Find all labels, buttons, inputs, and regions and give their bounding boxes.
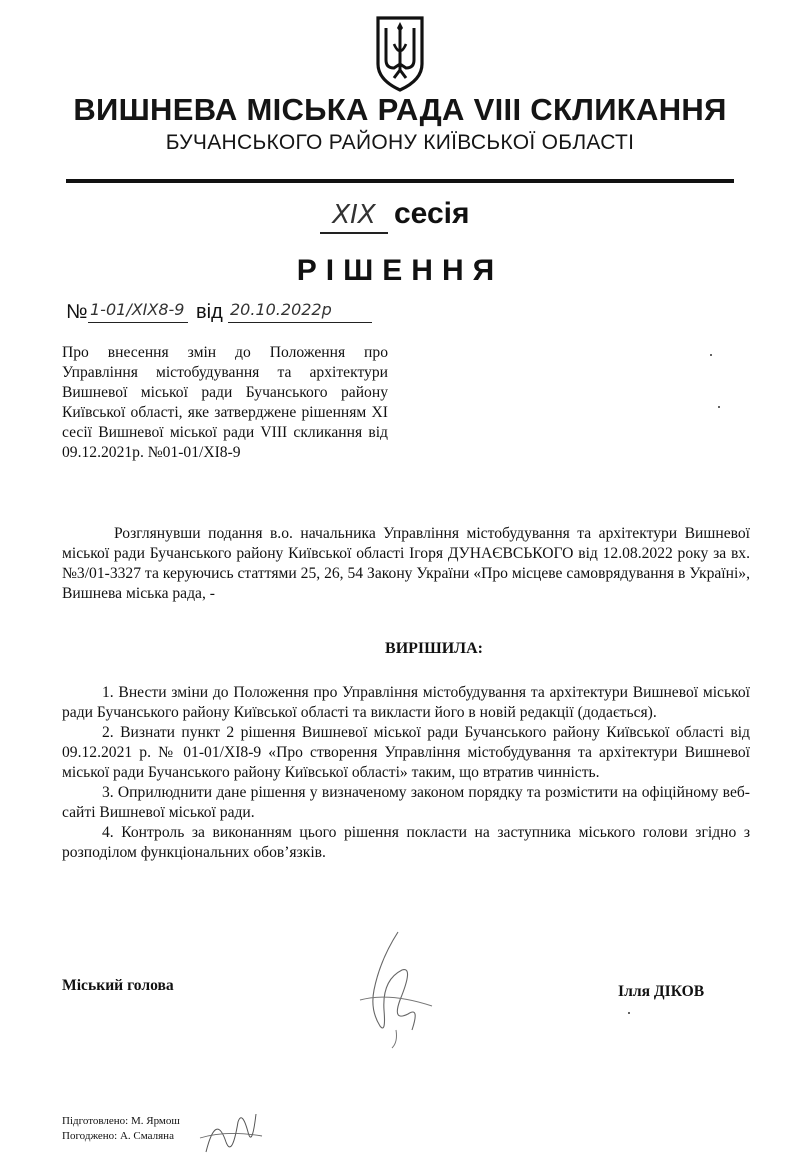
- decision-item: 2. Визнати пункт 2 рішення Вишневої міської ради Бучанського району Київської області від 09.12.2021 р. № 01-01/XI8-9 «Про створення Управління містобудування та архітектури Вишневої міської ради Бучанського району Київської області» таким, що втратив чинність.: [62, 724, 750, 781]
- council-name: ВИШНЕВА МІСЬКА РАДА VIII СКЛИКАННЯ: [73, 92, 727, 127]
- decision-items: [62, 683, 750, 863]
- district-name: БУЧАНСЬКОГО РАЙОНУ КИЇВСЬКОЇ ОБЛАСТІ: [165, 131, 635, 154]
- document-title: РІШЕННЯ: [296, 254, 504, 287]
- mayor-name: Ілля ДІКОВ: [618, 983, 705, 1000]
- mayor-signature-icon: [340, 930, 440, 1050]
- scan-speck: [628, 1012, 630, 1014]
- decision-item: 1. Внести зміни до Положення про Управління містобудування та архітектури Вишневої міської ради Бучанського району Київської області та викласти його в новій редакції (додається).: [62, 684, 750, 721]
- scan-speck: [710, 354, 712, 356]
- header-rule: [66, 179, 734, 183]
- session-number: XIX: [332, 200, 376, 230]
- trident-emblem-icon: [372, 14, 428, 94]
- decision-item: 4. Контроль за виконанням цього рішення покласти на заступника міського голови згідно з розподілом функціональних обов’язків.: [62, 824, 750, 861]
- decision-subject: Про внесення змін до Положення про Управління містобудування та архітектури Вишневої міської ради Бучанського району Київської області, яке затверджене рішенням XI сесії Вишневої міської ради VIII скликання від 09.12.2021р. №01-01/XI8-9: [62, 344, 388, 461]
- decision-item: 3. Оприлюднити дане рішення у визначеному законом порядку та розмістити на офіційному веб-сайті Вишневої міської ради.: [62, 784, 750, 821]
- prepared-by: Підготовлено: М. Ярмош: [62, 1115, 180, 1127]
- session-underline: [320, 232, 388, 234]
- scan-speck: [718, 406, 720, 408]
- number-label: №: [66, 301, 88, 323]
- mayor-title: Міський голова: [62, 977, 174, 994]
- resolved-heading: ВИРІШИЛА:: [385, 640, 483, 657]
- approver-signature-icon: [196, 1102, 266, 1162]
- agreed-by: Погоджено: А. Смаляна: [62, 1130, 174, 1142]
- preamble: Розглянувши подання в.о. начальника Управління містобудування та архітектури Вишневої міської ради Бучанського району Київської області Ігоря ДУНАЄВСЬКОГО від 12.08.2022 року за вх. №3/01-3327 та керуючись статтями 25, 26, 54 Закону України «Про місцеве самоврядування в Україні», Вишнева міська рада, -: [62, 525, 750, 602]
- date-label: від: [196, 301, 223, 323]
- date-value: 20.10.2022р: [230, 300, 332, 319]
- session-word: сесія: [394, 197, 470, 230]
- date-underline: [228, 322, 372, 323]
- number-value: 1-01/XIX8-9: [90, 300, 185, 319]
- number-underline: [88, 322, 188, 323]
